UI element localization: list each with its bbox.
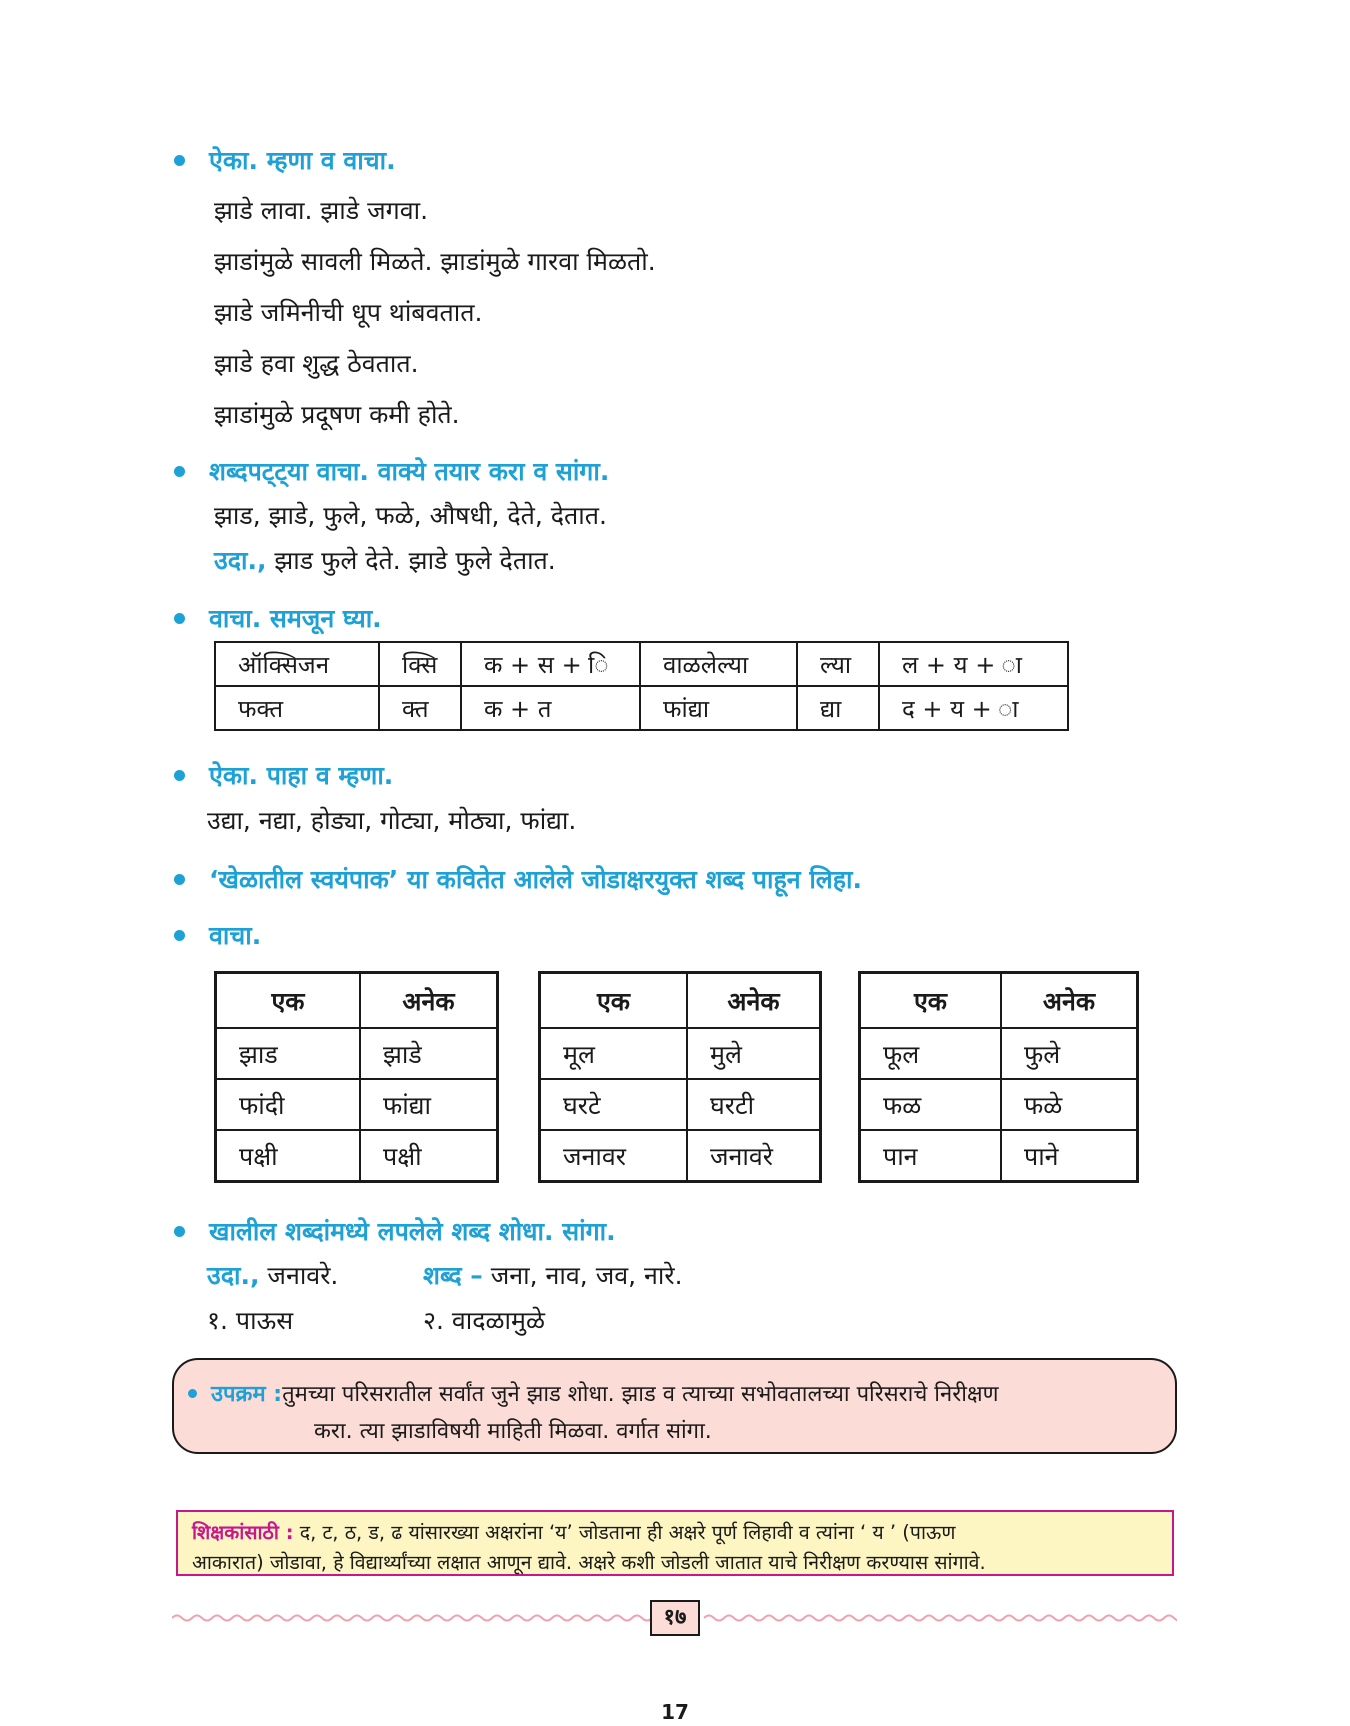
table-row — [216, 1130, 498, 1182]
bullet-icon — [188, 1389, 197, 1398]
heading-poem-task: ‘खेळातील स्वयंपाक’ या कवितेत आलेले जोडाक्षरयुक्त शब्द पाहून लिहा. — [176, 862, 862, 896]
bullet-icon — [174, 613, 185, 624]
sentence-5: झाडांमुळे प्रदूषण कमी होते. — [214, 400, 460, 429]
table-cell: क + स + ि — [461, 642, 640, 686]
activity-line-1 — [190, 1378, 999, 1408]
table-cell: फळ — [860, 1079, 1002, 1130]
table-row — [216, 1079, 498, 1130]
table-cell: मूल — [540, 1028, 688, 1079]
table-row — [215, 686, 1068, 730]
teacher-text-1: द, ट, ठ, ड, ढ यांसारख्या अक्षरांना ‘य’ जोडताना ही अक्षरे पूर्ण लिहावी व त्यांना ‘ य ’ (पाऊण — [293, 1521, 956, 1544]
table-cell: झाड — [216, 1028, 361, 1079]
question-1: १. पाऊस — [207, 1306, 294, 1335]
heading-listen-see-say: ऐका. पाहा व म्हणा. — [176, 758, 393, 792]
table-cell: क्सि — [379, 642, 461, 686]
table-cell: फांदी — [216, 1079, 361, 1130]
table-cell: पान — [860, 1130, 1002, 1182]
table-row — [215, 642, 1068, 686]
bullet-icon — [174, 930, 185, 941]
bullet-icon — [174, 770, 185, 781]
plural-table-1 — [214, 971, 499, 1183]
example-label: उदा., — [207, 1261, 260, 1290]
page-label-box: १७ — [650, 1600, 700, 1636]
example-label: उदा., — [214, 546, 267, 575]
table-row — [540, 1079, 821, 1130]
bullet-icon — [174, 155, 185, 166]
activity-box — [172, 1358, 1177, 1454]
header-many: अनेक — [1001, 973, 1138, 1029]
heading-read: वाचा. — [176, 918, 261, 952]
table-header-row — [860, 973, 1138, 1029]
table-cell: ल + य + ा — [879, 642, 1068, 686]
shabd-list: जना, नाव, जव, नारे. — [482, 1261, 683, 1290]
teacher-label: शिक्षकांसाठी : — [192, 1521, 294, 1544]
table-cell: घरटे — [540, 1079, 688, 1130]
bullet-icon — [174, 466, 185, 477]
table-cell: घरटी — [687, 1079, 821, 1130]
bullet-icon — [174, 874, 185, 885]
table-cell: फुले — [1001, 1028, 1138, 1079]
table-header-row — [216, 973, 498, 1029]
header-one: एक — [216, 973, 361, 1029]
table-cell: फांद्या — [640, 686, 797, 730]
example-text: झाड फुले देते. झाडे फुले देतात. — [266, 546, 556, 575]
header-one: एक — [860, 973, 1002, 1029]
table-cell: जनावर — [540, 1130, 688, 1182]
table-row — [860, 1079, 1138, 1130]
plural-table-2 — [538, 971, 822, 1183]
table-row — [860, 1130, 1138, 1182]
conjunct-word-list: उद्या, नद्या, होड्या, गोट्या, मोठ्या, फांद्या. — [207, 806, 577, 835]
table-cell: झाडे — [360, 1028, 498, 1079]
teacher-note-line-1 — [192, 1518, 955, 1545]
shabd-label: शब्द – — [423, 1261, 483, 1290]
conjunct-table — [214, 641, 1069, 731]
page-number: 17 — [661, 1700, 689, 1724]
table-header-row — [540, 973, 821, 1029]
bullet-icon — [174, 1226, 185, 1237]
header-many: अनेक — [687, 973, 821, 1029]
table-cell: फळे — [1001, 1079, 1138, 1130]
header-one: एक — [540, 973, 688, 1029]
activity-line-2: करा. त्या झाडाविषयी माहिती मिळवा. वर्गात सांगा. — [314, 1419, 712, 1444]
table-cell: जनावरे — [687, 1130, 821, 1182]
example-word: जनावरे. — [259, 1261, 339, 1290]
wave-left-line — [172, 1616, 652, 1621]
sentence-4: झाडे हवा शुद्ध ठेवतात. — [214, 349, 419, 378]
table-cell: क्त — [379, 686, 461, 730]
word-strip-list: झाड, झाडे, फुले, फळे, औषधी, देते, देतात. — [214, 501, 607, 530]
table-cell: द + य + ा — [879, 686, 1068, 730]
table-cell: ऑक्सिजन — [215, 642, 379, 686]
heading-word-strips: शब्दपट्ट्या वाचा. वाक्ये तयार करा व सांगा. — [176, 454, 609, 488]
sentence-1: झाडे लावा. झाडे जगवा. — [214, 196, 429, 225]
table-cell: फांद्या — [360, 1079, 498, 1130]
plural-table-3 — [858, 971, 1139, 1183]
heading-listen-say-read: ऐका. म्हणा व वाचा. — [176, 143, 396, 177]
question-2: २. वादळामुळे — [423, 1306, 545, 1335]
heading-read-understand: वाचा. समजून घ्या. — [176, 601, 382, 635]
hidden-example — [207, 1258, 338, 1292]
table-cell: मुले — [687, 1028, 821, 1079]
table-row — [540, 1130, 821, 1182]
table-cell: पक्षी — [360, 1130, 498, 1182]
table-cell: पक्षी — [216, 1130, 361, 1182]
table-cell: पाने — [1001, 1130, 1138, 1182]
table-cell: फूल — [860, 1028, 1002, 1079]
table-cell: वाळलेल्या — [640, 642, 797, 686]
table-cell: ल्या — [797, 642, 879, 686]
heading-hidden-words: खालील शब्दांमध्ये लपलेले शब्द शोधा. सांगा. — [176, 1214, 616, 1248]
sentence-2: झाडांमुळे सावली मिळते. झाडांमुळे गारवा मिळतो. — [214, 247, 656, 276]
table-row — [216, 1028, 498, 1079]
hidden-word-answers — [423, 1258, 683, 1292]
table-cell: द्या — [797, 686, 879, 730]
table-cell: क + त — [461, 686, 640, 730]
activity-text-1: तुमच्या परिसरातील सर्वांत जुने झाड शोधा. झाड व त्याच्या सभोवतालच्या परिसराचे निरीक्षण — [282, 1382, 999, 1407]
activity-label: उपक्रम : — [211, 1382, 283, 1407]
wave-right-line — [704, 1616, 1177, 1621]
table-row — [540, 1028, 821, 1079]
sentence-3: झाडे जमिनीची धूप थांबवतात. — [214, 298, 483, 327]
teacher-note — [176, 1510, 1174, 1576]
table-row — [860, 1028, 1138, 1079]
example-line — [214, 543, 556, 577]
table-cell: फक्त — [215, 686, 379, 730]
teacher-note-line-2: आकारात) जोडावा, हे विद्यार्थ्यांच्या लक्षात आणून द्यावे. अक्षरे कशी जोडली जातात याचे निरीक्षण करण्यास सांगावे. — [192, 1551, 986, 1574]
header-many: अनेक — [360, 973, 498, 1029]
